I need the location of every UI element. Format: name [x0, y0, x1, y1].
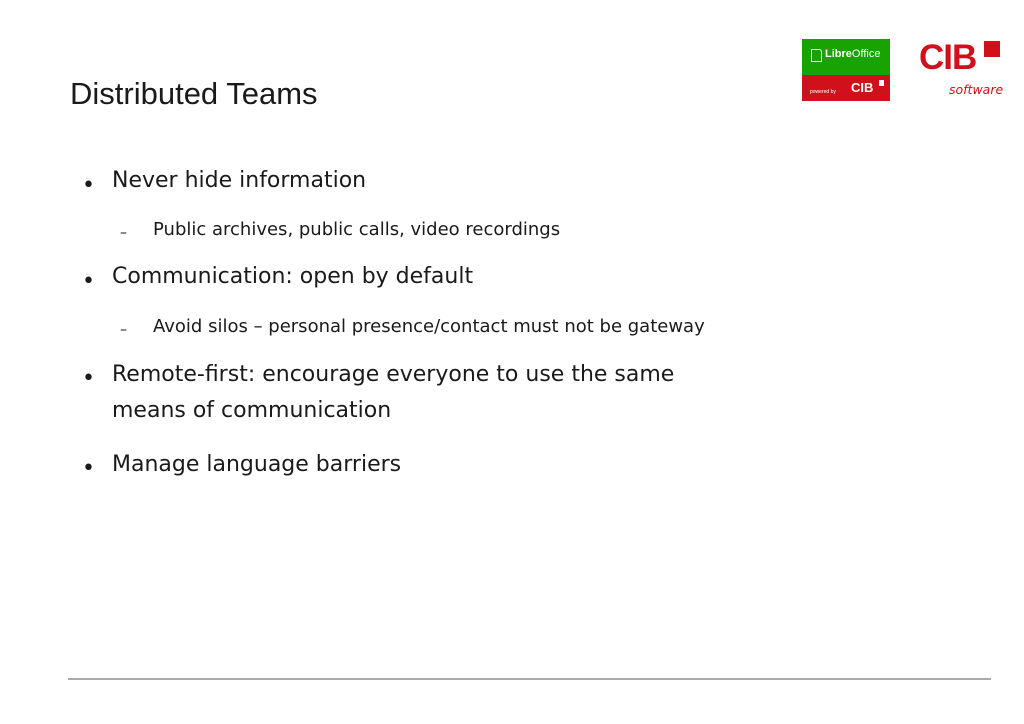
footer-rule — [68, 678, 991, 680]
cib-tagline: software — [949, 82, 1004, 97]
libreoffice-logo-red-bar — [802, 75, 890, 101]
cib-mini-wordmark: CIB — [851, 80, 874, 95]
bullet-item-line: Remote-first: encourage everyone to use the same — [112, 362, 675, 387]
sub-bullet-item: Avoid silos – personal presence/contact must not be gateway — [153, 316, 705, 337]
cib-wordmark: CIB — [919, 38, 977, 77]
libreoffice-wordmark: LibreOffice — [825, 48, 881, 60]
bullet-item: Communication: open by default — [112, 264, 474, 289]
dash-icon: – — [120, 225, 127, 241]
slide-title: Distributed Teams — [70, 76, 318, 111]
powered-by-label: powered by — [810, 89, 836, 95]
cib-square-icon — [984, 41, 1000, 57]
bullet-icon: • — [82, 456, 95, 481]
bullet-item: Never hide information — [112, 168, 367, 193]
sub-bullet-item: Public archives, public calls, video recordings — [153, 219, 561, 240]
dash-icon: – — [120, 322, 127, 338]
bullet-icon: • — [82, 366, 95, 391]
bullet-item-line: means of communication — [112, 398, 392, 423]
libreoffice-powered-by-cib-logo — [802, 39, 890, 101]
document-icon — [811, 49, 822, 62]
cib-software-logo — [918, 40, 1004, 100]
bullet-item: Manage language barriers — [112, 452, 402, 477]
bullet-icon: • — [82, 173, 95, 198]
bullet-icon: • — [82, 269, 95, 294]
cib-mini-square-icon — [879, 80, 884, 86]
